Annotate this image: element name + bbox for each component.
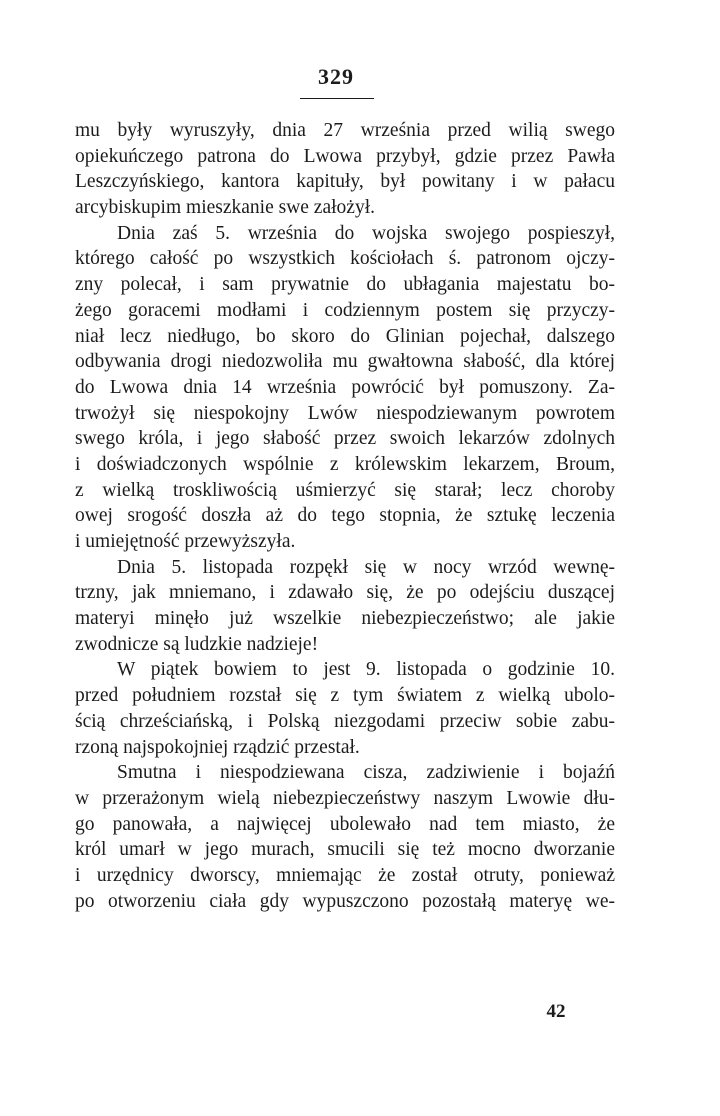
text-line: arcybiskupim mieszkanie swe założył. [75, 197, 375, 219]
text-line: swego króla, i jego słabość przez swoich lekarzów zdolnych [75, 428, 615, 450]
text-line: przed południem rozstał się z tym światem z wielką ubolo- [75, 685, 615, 707]
text-line: po otworzeniu ciała gdy wypuszczono pozostałą materyę we- [75, 890, 615, 912]
text-line: mu były wyruszyły, dnia 27 września przed wilią swego [75, 120, 615, 141]
text-line: król umarł w jego murach, smucili się też mocno dworzanie [75, 839, 615, 861]
text-line: i umiejętność przewyższyła. [75, 531, 296, 552]
body-text [75, 118, 615, 914]
text-line: i doświadczonych wspólnie z królewskim lekarzem, Broum, [75, 453, 615, 475]
text-line: trwożył się niespokojny Lwów niespodziewanym powrotem [75, 402, 615, 424]
text-line: żego goracemi modłami i codziennym postem się przyczy- [75, 299, 615, 321]
text-line: ścią chrześciańską, i Polską niezgodami przeciw sobie zabu- [75, 710, 615, 732]
text-line: z wielką troskliwością uśmierzyć się starał; lecz choroby [75, 479, 615, 501]
text-line: materyi minęło już wszelkie niebezpieczeństwo; ale jakie [75, 608, 615, 630]
text-line: Leszczyńskiego, kantora kapituły, był powitany i w pałacu [75, 171, 615, 193]
text-line: opiekuńczego patrona do Lwowa przybył, gdzie przez Pawła [75, 145, 615, 167]
text-line: odbywania drogi niedozwoliła mu gwałtowna słabość, dla której [75, 351, 615, 373]
text-line: go panowała, a najwięcej ubolewało nad tem miasto, że [75, 813, 615, 835]
text-line: do Lwowa dnia 14 września powrócić był pomuszony. Za- [75, 376, 615, 398]
page-number-rule [300, 98, 374, 99]
text-line: trzny, jak mniemano, i zdawało się, że po odejściu duszącej [75, 582, 615, 604]
text-line: W piątek bowiem to jest 9. listopada o godzinie 10. [117, 659, 615, 681]
text-line: rzoną najspokojniej rządzić przestał. [75, 736, 360, 758]
text-line: Smutna i niespodziewana cisza, zadziwienie i bojaźń [117, 762, 615, 784]
text-line: niał lecz niedługo, bo skoro do Glinian pojechał, dalszego [75, 325, 615, 347]
text-line: którego całość po wszystkich kościołach ś. patronom ojczy- [75, 248, 615, 270]
text-line: zwodnicze są ludzkie nadzieje! [75, 633, 319, 655]
text-line: zny polecał, i sam prywatnie do ubłagania majestatu bo- [75, 274, 615, 296]
text-line: i urzędnicy dworscy, mniemając że został otruty, ponieważ [75, 864, 615, 886]
text-line: Dnia zaś 5. września do wojska swojego pospieszył, [117, 222, 615, 244]
text-line: owej srogość doszła aż do tego stopnia, że sztukę leczenia [75, 505, 615, 527]
text-line: w przerażonym wielą niebezpieczeństwy naszym Lwowie dłu- [75, 787, 615, 809]
catchword: 42 [546, 1001, 566, 1022]
text-line: Dnia 5. listopada rozpękł się w nocy wrzód wewnę- [117, 556, 615, 578]
page-number: 329 [318, 64, 354, 89]
